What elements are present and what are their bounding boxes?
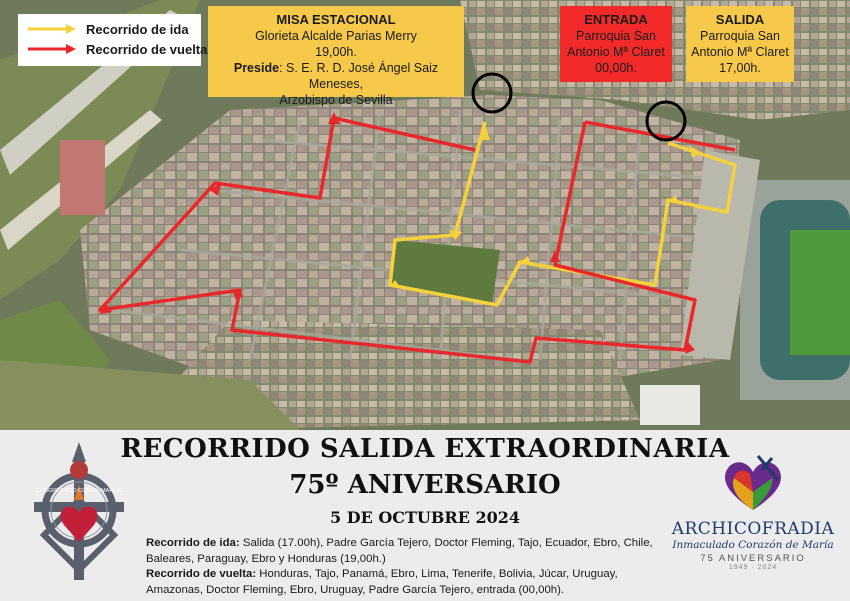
heart-logo-icon [718, 452, 788, 512]
vuelta-description [146, 567, 666, 598]
vuelta-description-text: Honduras, Tajo, Panamá, Ebro, Lima, Tenerife, Bolivia, Júcar, Uruguay, Amazonas, Doctor Fleming, Ebro, Uruguay, Padre García Tejero, entrada (00,00h). [146, 568, 618, 596]
stadium-pitch [790, 230, 850, 355]
yellow-arrow-icon [26, 22, 78, 36]
entrada-box [560, 6, 672, 82]
salida-line1: Parroquia San [700, 29, 780, 43]
legend-vuelta-label: Recorrido de vuelta [86, 41, 208, 57]
ida-description [146, 536, 666, 567]
vuelta-description-label: Recorrido de vuelta: [146, 568, 257, 580]
legend-row-ida [26, 19, 193, 39]
salida-box [686, 6, 794, 82]
misa-location: Glorieta Alcalde Parias Merry [255, 29, 417, 43]
misa-time: 19,00h. [315, 45, 357, 59]
building [640, 385, 700, 425]
archicofradia-anniversary: 75 ANIVERSARIO [700, 553, 806, 564]
sports-court [60, 140, 105, 215]
event-date: 5 DE OCTUBRE 2024 [330, 508, 520, 527]
salida-time: 17,00h. [719, 61, 761, 75]
crest-seal-text: CONGREGATIO CORDIS MARIAE [35, 488, 123, 494]
legend-ida-label: Recorrido de ida [86, 21, 189, 37]
archicofradia-years: 1949 · 2024 [728, 564, 778, 571]
misa-arzobispo: Arzobispo de Sevilla [279, 93, 393, 107]
archicofradia-logo [662, 452, 844, 592]
legend-row-vuelta [26, 39, 208, 59]
salida-line2: Antonio Mª Claret [691, 45, 789, 59]
main-title: RECORRIDO SALIDA EXTRAORDINARIA [120, 434, 730, 464]
red-arrow-icon [26, 42, 78, 56]
footer-panel [0, 430, 850, 601]
entrada-title: ENTRADA [584, 12, 648, 27]
entrada-time: 00,00h. [595, 61, 637, 75]
map-legend [18, 14, 208, 66]
preside-label: Preside [233, 61, 280, 75]
entrada-line1: Parroquia San [576, 29, 656, 43]
preside-text: : S. E. R. D. José Ángel Saiz Meneses, [279, 61, 439, 91]
entrada-line2: Antonio Mª Claret [567, 45, 665, 59]
misa-estacional-box [208, 6, 464, 107]
archicofradia-name: ARCHICOFRADIA [671, 519, 835, 539]
anniversary-title: 75º ANIVERSARIO [289, 470, 561, 500]
crest-icon [24, 440, 134, 590]
misa-title: MISA ESTACIONAL [276, 12, 396, 27]
hermandad-crest [24, 440, 134, 590]
archicofradia-subtitle: Inmaculado Corazón de María [672, 539, 834, 551]
misa-preside [214, 60, 458, 92]
ida-description-text: Salida (17.00h), Padre García Tejero, Doctor Fleming, Tajo, Ecuador, Ebro, Chile, Baleares, Paraguay, Ebro y Honduras (19,00h.) [146, 537, 653, 565]
ida-description-label: Recorrido de ida: [146, 537, 240, 549]
salida-title: SALIDA [715, 12, 765, 27]
